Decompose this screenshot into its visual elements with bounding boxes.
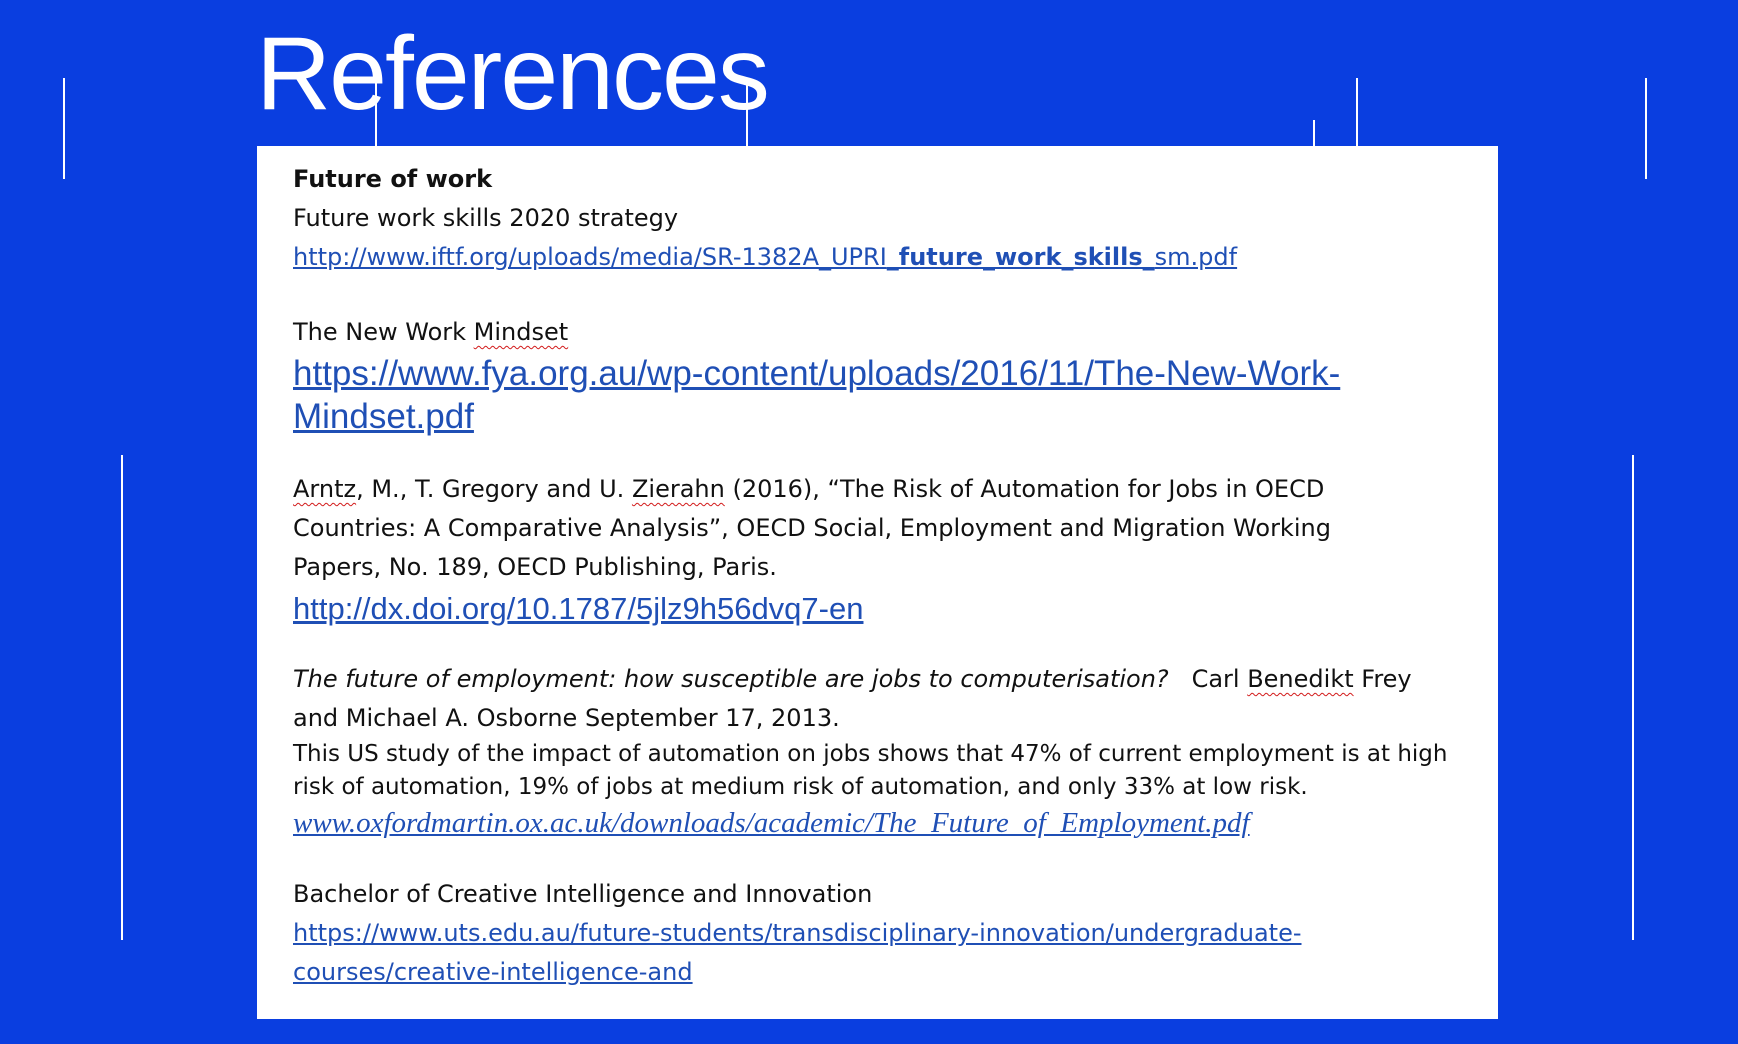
decorative-line <box>121 455 123 940</box>
ref3-link[interactable]: http://dx.doi.org/10.1787/5jlz9h56dvq7-en <box>293 591 864 626</box>
ref2-link-text1[interactable]: https://www.fya.org.au/wp-content/uploads/2016/11/The-New-Work- <box>293 354 1341 393</box>
ref3-link-line[interactable] <box>293 587 1468 630</box>
spacer <box>293 438 1468 470</box>
ref4-authors-word: Benedikt <box>1247 665 1354 693</box>
ref4-authors-pre: Carl <box>1191 665 1248 693</box>
ref1-link-pre[interactable]: http://www.iftf.org/uploads/media/SR-1382A_UPRI <box>293 243 887 271</box>
ref3-author2: Zierahn <box>631 475 725 503</box>
references-document <box>257 146 1498 1019</box>
ref3-line3: Papers, No. 189, OECD Publishing, Paris. <box>293 553 777 581</box>
ref1-title: Future work skills 2020 strategy <box>293 204 679 232</box>
ref4-desc-line1: This US study of the impact of automation on jobs shows that 47% of current employment is at high <box>293 741 1448 767</box>
ref4-title: The future of employment: how susceptible are jobs to computerisation? <box>293 665 1169 693</box>
references-list <box>293 160 1468 992</box>
spacer <box>293 277 1468 313</box>
ref3-line1 <box>293 470 1468 509</box>
ref5-title: Bachelor of Creative Intelligence and Innovation <box>293 880 873 908</box>
ref2-link-line1[interactable] <box>293 352 1468 395</box>
ref4-authors-post: Frey <box>1353 665 1412 693</box>
ref1-link-post[interactable]: sm.pdf <box>1154 243 1238 271</box>
ref4-desc-line2: risk of automation, 19% of jobs at medium risk of automation, and only 33% at low risk. <box>293 774 1308 800</box>
slide-title: References <box>256 16 768 132</box>
ref1-link-bold[interactable]: _future_work_skills_ <box>886 243 1155 271</box>
ref4-link-line[interactable] <box>293 804 1468 843</box>
spacer <box>293 843 1468 875</box>
spacer <box>293 630 1468 660</box>
ref5-link-line2[interactable] <box>293 953 1468 992</box>
decorative-line <box>1645 78 1647 179</box>
ref4-line1 <box>293 660 1468 699</box>
ref3-author1: Arntz <box>293 475 357 503</box>
section-heading: Future of work <box>293 165 493 193</box>
ref2-title-spellcheck-word: Mindset <box>473 318 569 346</box>
ref5-link-line1[interactable] <box>293 914 1468 953</box>
ref4-link[interactable]: www.oxfordmartin.ox.ac.uk/downloads/academic/The_Future_of_Employment.pdf <box>293 807 1250 839</box>
ref2-title <box>293 313 1468 352</box>
decorative-line <box>63 78 65 179</box>
ref5-link-text2[interactable]: courses/creative-intelligence-and <box>293 958 693 986</box>
decorative-line <box>1313 120 1315 146</box>
ref2-title-pre: The New Work <box>293 318 474 346</box>
ref1-link[interactable] <box>293 238 1468 277</box>
ref4-line2: and Michael A. Osborne September 17, 2013. <box>293 704 840 732</box>
ref2-link-line2[interactable] <box>293 395 1468 438</box>
decorative-line <box>1356 78 1358 146</box>
ref2-link-text2[interactable]: Mindset.pdf <box>293 397 474 436</box>
ref3-text1: , M., T. Gregory and U. <box>356 475 632 503</box>
decorative-line <box>1632 455 1634 940</box>
ref3-text2: (2016), “The Risk of Automation for Jobs in OECD <box>724 475 1325 503</box>
ref5-link-text1[interactable]: https://www.uts.edu.au/future-students/transdisciplinary-innovation/undergraduate- <box>293 919 1302 947</box>
ref3-line2: Countries: A Comparative Analysis”, OECD Social, Employment and Migration Working <box>293 514 1331 542</box>
